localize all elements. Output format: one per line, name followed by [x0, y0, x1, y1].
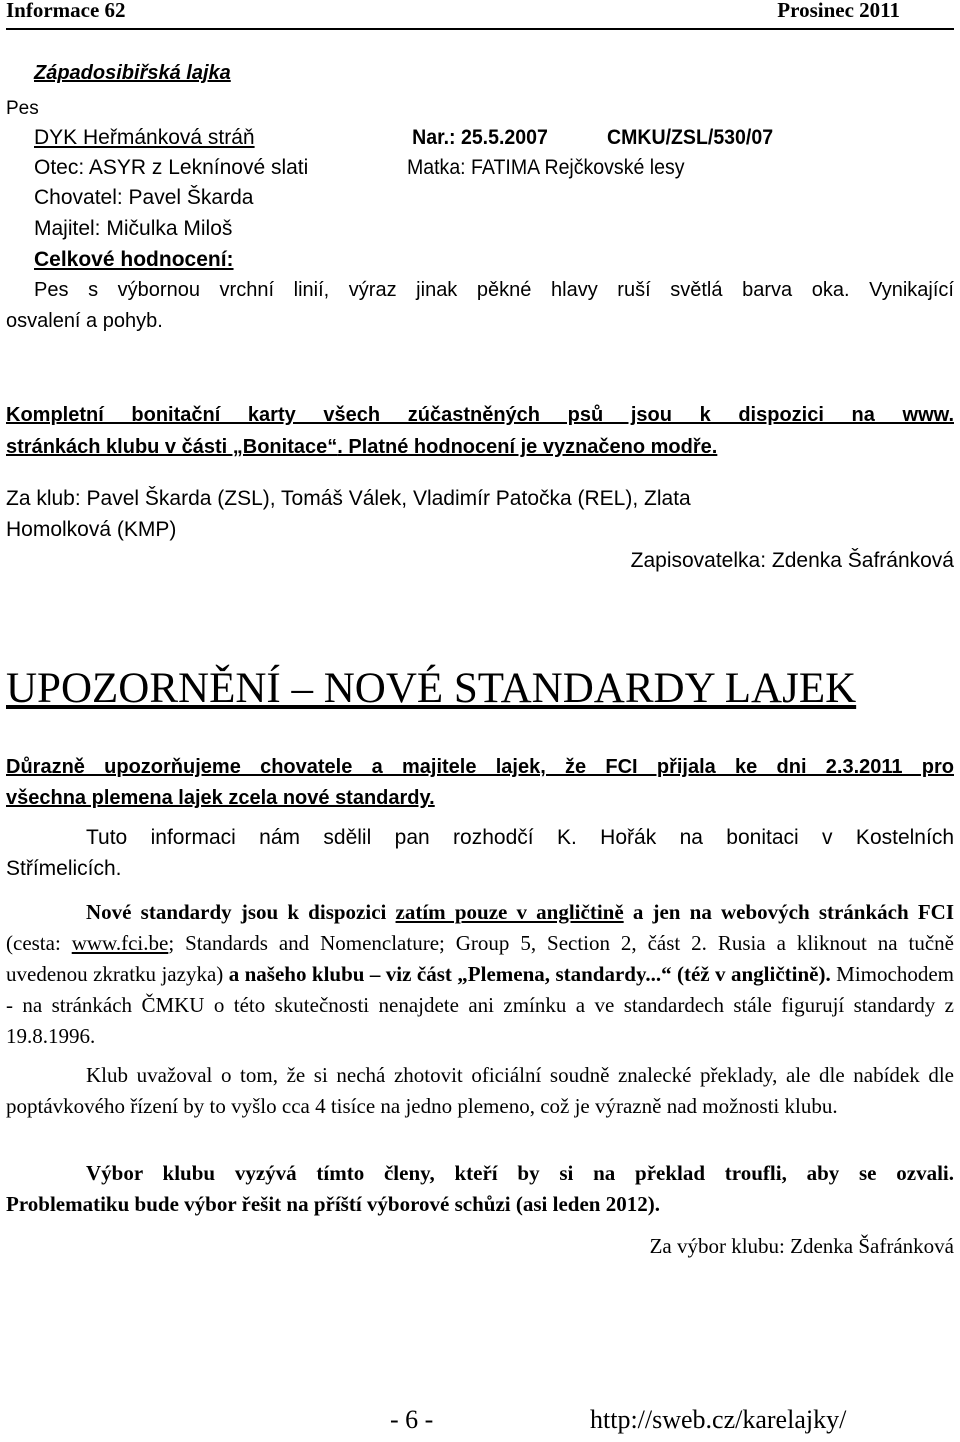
notice-line-1: Kompletní bonitační karty všech zúčastněných psů jsou k dispozici na www.: [6, 404, 954, 426]
p2-bold-underline: zatím pouze v angličtině: [395, 900, 624, 924]
notice-bonitace-link[interactable]: stránkách klubu v části „Bonitace“: [6, 436, 338, 458]
evaluation-line-1: Pes s výbornou vrchní linií, výraz jinak pěkné hlavy ruší světlá barva oka. Vynikající: [34, 279, 954, 301]
p2-text-3: Mimochodem - na stránkách ČMKU o této skutečnosti nenajdete ani zmínku a ve standardech stále figurují standardy z 19.8.1996.: [6, 962, 954, 1048]
dog-sex: Pes: [6, 98, 39, 119]
footer-url[interactable]: http://sweb.cz/karelajky/: [590, 1405, 847, 1434]
warning-lead-2: všechna plemena lajek zcela nové standardy.: [6, 787, 435, 809]
paragraph-1-line-2: Střímelicích.: [6, 857, 122, 880]
paragraph-4-line-2: Problematiku bude výbor řešit na příští výborové schůzi (asi leden 2012).: [6, 1192, 660, 1216]
p2-text-2: ; Standards and Nomenclature; Group 5, Section 2, část 2. Rusia a kliknout na tučně uvedenou zkratku jazyka): [6, 931, 954, 986]
header-date: Prosinec 2011: [777, 0, 900, 22]
p2-bold-2: a jen na webových stránkách FCI: [623, 900, 954, 924]
dog-owner: Majitel: Mičulka Miloš: [34, 217, 233, 240]
header-issue: Informace 62: [6, 0, 126, 22]
paragraph-1-line-1: Tuto informaci nám sdělil pan rozhodčí K. Hořák na bonitaci v Kostelních: [86, 826, 954, 849]
paragraph-4-line-1: Výbor klubu vyzývá tímto členy, kteří by si na překlad troufli, aby se ozvali.: [86, 1161, 954, 1185]
dog-father: Otec: ASYR z Leknínové slati: [34, 156, 309, 179]
dog-breeder: Chovatel: Pavel Škarda: [34, 186, 254, 209]
committee-line-1: Za klub: Pavel Škarda (ZSL), Tomáš Válek, Vladimír Patočka (REL), Zlata: [6, 487, 691, 510]
recorder: Zapisovatelka: Zdenka Šafránková: [630, 549, 954, 572]
paragraph-2: [6, 897, 954, 1052]
dog-birth: Nar.: 25.5.2007: [412, 126, 548, 149]
p2-bold-3: a našeho klubu – viz část „Plemena, standardy...“ (též v angličtině).: [228, 962, 831, 986]
fci-link[interactable]: www.fci.be: [71, 931, 169, 955]
p2-bold-1: Nové standardy jsou k dispozici: [86, 900, 396, 924]
signature: Za výbor klubu: Zdenka Šafránková: [649, 1234, 954, 1258]
notice-line-2-rest: . Platné hodnocení je vyznačeno modře.: [337, 436, 718, 458]
breed-title: Západosibiřská lajka: [34, 62, 231, 84]
evaluation-line-2: osvalení a pohyb.: [6, 310, 163, 332]
warning-title: UPOZORNĚNÍ – NOVÉ STANDARDY LAJEK: [6, 665, 857, 712]
dog-registration: CMKU/ZSL/530/07: [607, 126, 774, 149]
header-rule: [6, 28, 954, 30]
notice-line-2: [6, 436, 717, 459]
page-number: - 6 -: [390, 1405, 434, 1434]
committee-line-2: Homolková (KMP): [6, 518, 177, 541]
paragraph-3: Klub uvažoval o tom, že si nechá zhotovit oficiální soudně znalecké překlady, ale dle nabídek dle poptávkového řízení by to vyšlo cca 4 tisíce na jedno plemeno, což je výrazně nad možnosti klubu.: [6, 1063, 954, 1118]
evaluation-heading: Celkové hodnocení:: [34, 248, 234, 271]
dog-name: DYK Heřmánková stráň: [34, 126, 255, 149]
dog-mother: Matka: FATIMA Rejčkovské lesy: [407, 156, 685, 179]
warning-lead-1: Důrazně upozorňujeme chovatele a majitele lajek, že FCI přijala ke dni 2.3.2011 pro: [6, 756, 954, 778]
p2-text-1: (cesta:: [6, 931, 72, 955]
